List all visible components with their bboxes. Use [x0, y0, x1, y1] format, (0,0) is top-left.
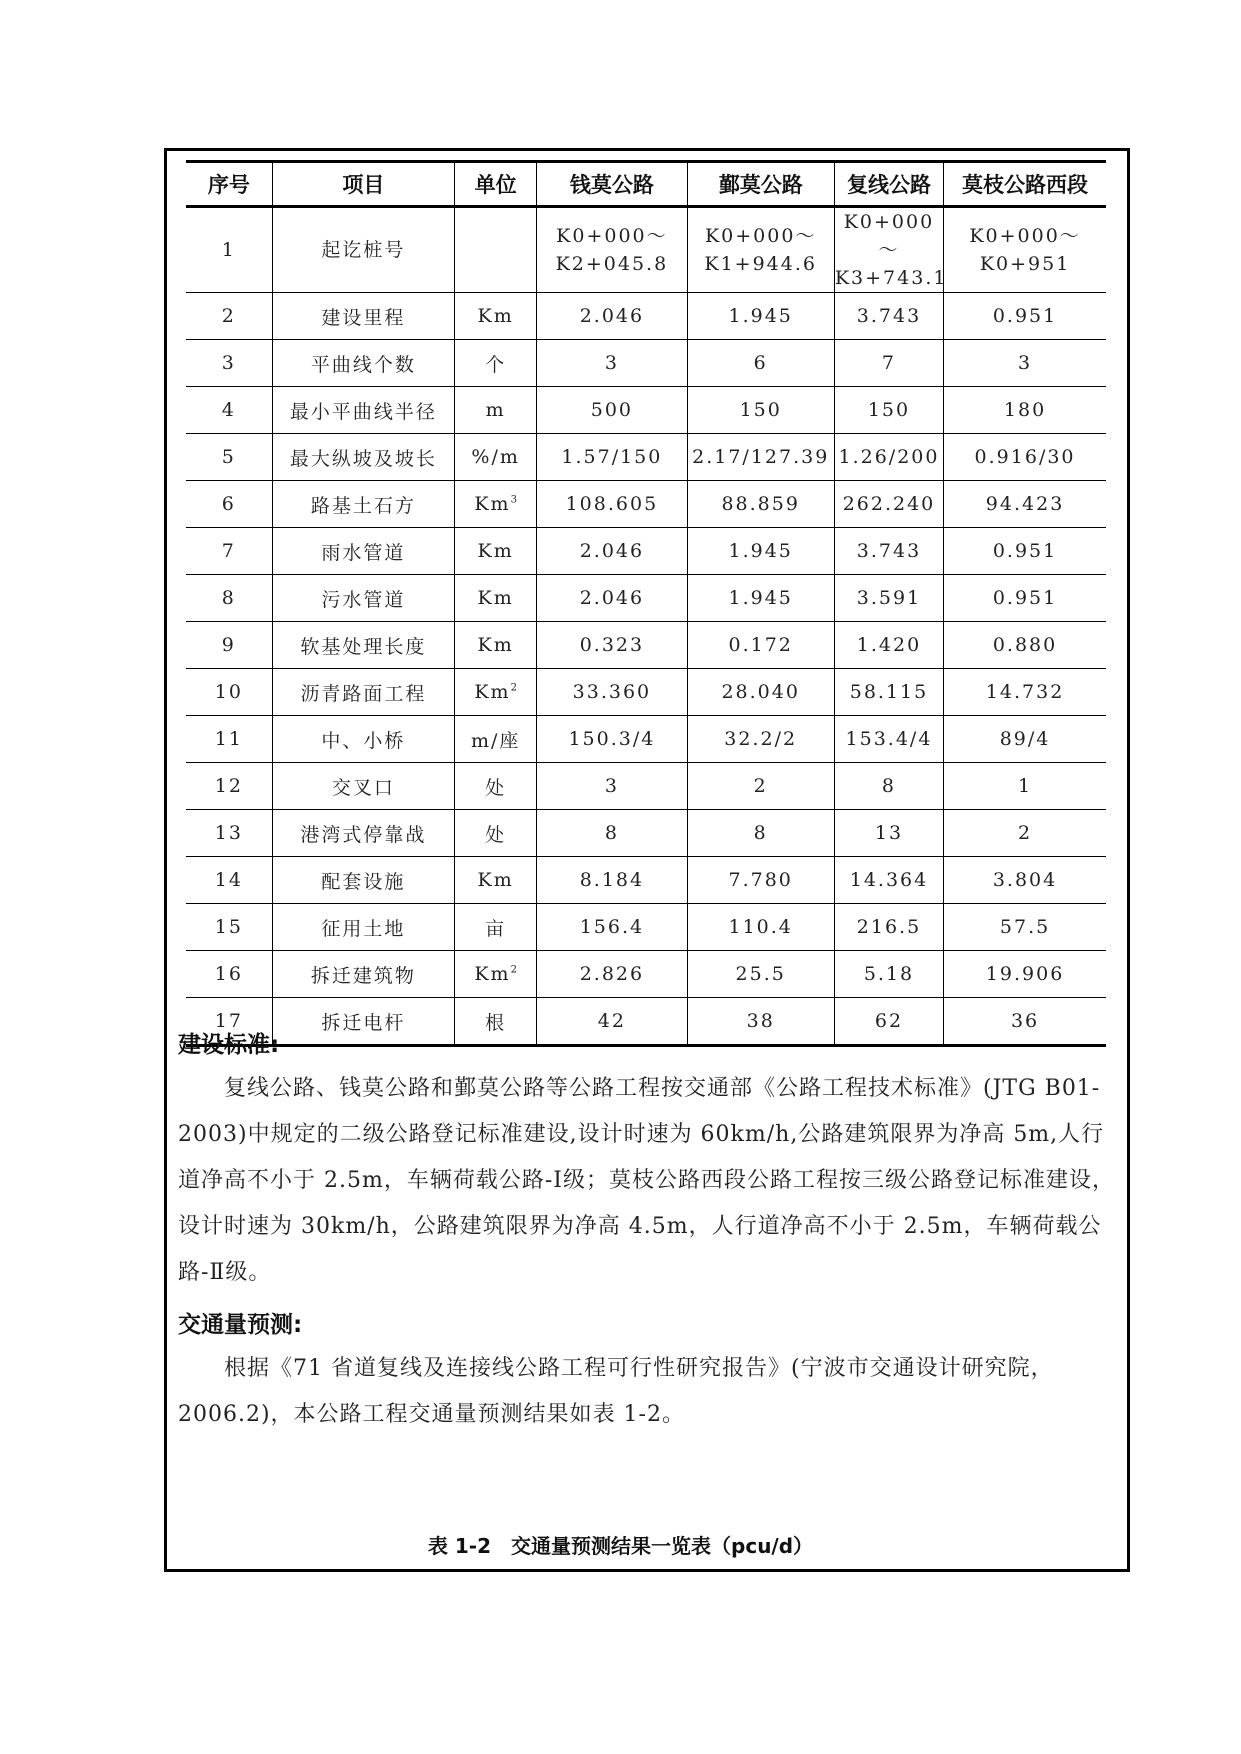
table-cell: K0+000～ K2+045.8 [537, 207, 687, 293]
table-cell: 2 [687, 763, 834, 810]
table-cell: 180 [944, 387, 1106, 434]
table-cell: 58.115 [834, 669, 943, 716]
unit-superscript: 2 [510, 682, 517, 694]
table-cell: 1 [944, 763, 1106, 810]
table-cell: 中、小桥 [272, 716, 454, 763]
table-header-row [186, 162, 1106, 207]
table-cell: 8 [687, 810, 834, 857]
table-cell: 拆迁建筑物 [272, 951, 454, 998]
table-cell: 1.420 [834, 622, 943, 669]
table-cell: 7 [834, 340, 943, 387]
header-cell: 单位 [455, 162, 537, 207]
table-cell: K0+000～ K1+944.6 [687, 207, 834, 293]
table-cell: 1.26/200 [834, 434, 943, 481]
table-cell: 6 [687, 340, 834, 387]
table-cell: 平曲线个数 [272, 340, 454, 387]
table-cell: 7.780 [687, 857, 834, 904]
table-cell: K0+000～ K0+951 [944, 207, 1106, 293]
table-cell: 3.743 [834, 293, 943, 340]
table-cell: m [455, 387, 537, 434]
table-cell: 15 [186, 904, 272, 951]
table-cell: 2.826 [537, 951, 687, 998]
table-cell: 88.859 [687, 481, 834, 528]
table-cell: 2 [944, 810, 1106, 857]
table-cell: 3.591 [834, 575, 943, 622]
table-row [186, 340, 1106, 387]
table-row [186, 998, 1106, 1046]
table-cell: 94.423 [944, 481, 1106, 528]
table-cell: 征用土地 [272, 904, 454, 951]
table-cell: 港湾式停靠战 [272, 810, 454, 857]
table-cell: 软基处理长度 [272, 622, 454, 669]
table-cell: 57.5 [944, 904, 1106, 951]
header-cell: 序号 [186, 162, 272, 207]
table-cell: 25.5 [687, 951, 834, 998]
table-cell: 最小平曲线半径 [272, 387, 454, 434]
table-cell: 14.364 [834, 857, 943, 904]
table-cell: 42 [537, 998, 687, 1046]
table-cell: 36 [944, 998, 1106, 1046]
table-row [186, 763, 1106, 810]
traffic-heading: 交通量预测: [178, 1312, 303, 1338]
table-cell: Km$^3$ [455, 481, 537, 528]
table-cell: 0.951 [944, 575, 1106, 622]
table-cell: 3.743 [834, 528, 943, 575]
table-cell: 起讫桩号 [272, 207, 454, 293]
table-cell: 9 [186, 622, 272, 669]
table-row [186, 622, 1106, 669]
table-cell: 6 [186, 481, 272, 528]
table-cell: 1 [186, 207, 272, 293]
table-cell: 3 [186, 340, 272, 387]
table-cell: 3 [537, 340, 687, 387]
table-cell: 153.4/4 [834, 716, 943, 763]
table-cell: 3 [537, 763, 687, 810]
table-cell [455, 207, 537, 293]
table-cell: 0.880 [944, 622, 1106, 669]
table-cell: 2.046 [537, 575, 687, 622]
table-cell: 1.945 [687, 293, 834, 340]
table-cell: Km [455, 622, 537, 669]
table-cell: 0.951 [944, 293, 1106, 340]
table-cell: 亩 [455, 904, 537, 951]
table-cell: 4 [186, 387, 272, 434]
unit-superscript: 2 [510, 964, 517, 976]
table-cell: 262.240 [834, 481, 943, 528]
table-cell: 14 [186, 857, 272, 904]
table-cell: 1.945 [687, 575, 834, 622]
table-cell: 14.732 [944, 669, 1106, 716]
table-cell: 33.360 [537, 669, 687, 716]
table-cell: 根 [455, 998, 537, 1046]
table-cell: 12 [186, 763, 272, 810]
table-cell: 3 [944, 340, 1106, 387]
table-cell: 建设里程 [272, 293, 454, 340]
table-body [186, 207, 1106, 1046]
table-cell: 2 [186, 293, 272, 340]
table-cell: 28.040 [687, 669, 834, 716]
table-row [186, 528, 1106, 575]
table-cell: 个 [455, 340, 537, 387]
table-cell: 150 [687, 387, 834, 434]
table-cell: 1.57/150 [537, 434, 687, 481]
table-cell: 150.3/4 [537, 716, 687, 763]
table-cell: 17 [186, 998, 272, 1046]
table-row [186, 207, 1106, 293]
standard-heading: 建设标准: [178, 1032, 280, 1058]
table-cell: 156.4 [537, 904, 687, 951]
table-cell: 3.804 [944, 857, 1106, 904]
table-cell: 8 [186, 575, 272, 622]
table-cell: Km$^2$ [455, 669, 537, 716]
table-cell: 2.17/127.39 [687, 434, 834, 481]
header-cell: 钱莫公路 [537, 162, 687, 207]
table-cell: 配套设施 [272, 857, 454, 904]
table-cell: 10 [186, 669, 272, 716]
table-cell: 11 [186, 716, 272, 763]
table-row [186, 857, 1106, 904]
table-row [186, 716, 1106, 763]
table-cell: 216.5 [834, 904, 943, 951]
table-cell: 8 [537, 810, 687, 857]
table-cell: m/座 [455, 716, 537, 763]
table-cell: Km [455, 293, 537, 340]
table-cell: %/m [455, 434, 537, 481]
unit-superscript: 3 [510, 494, 517, 506]
table-cell: 38 [687, 998, 834, 1046]
table-cell: K0+000～ K3+743.1 [834, 207, 943, 293]
table-cell: 拆迁电杆 [272, 998, 454, 1046]
table-row [186, 434, 1106, 481]
table-cell: 13 [186, 810, 272, 857]
table-row [186, 951, 1106, 998]
table-cell: 19.906 [944, 951, 1106, 998]
table-cell: 2.046 [537, 528, 687, 575]
table-cell: 5.18 [834, 951, 943, 998]
table-cell: Km [455, 575, 537, 622]
table-caption: 表 1-2 交通量预测结果一览表（pcu/d） [427, 1534, 814, 1558]
table-cell: 处 [455, 810, 537, 857]
table-cell: 16 [186, 951, 272, 998]
header-cell: 鄞莫公路 [687, 162, 834, 207]
table-cell: 1.945 [687, 528, 834, 575]
header-cell: 莫枝公路西段 [944, 162, 1106, 207]
table-row [186, 575, 1106, 622]
table-cell: 150 [834, 387, 943, 434]
table-row [186, 669, 1106, 716]
table-cell: 32.2/2 [687, 716, 834, 763]
table-cell: 污水管道 [272, 575, 454, 622]
table-cell: Km [455, 857, 537, 904]
table-cell: 0.951 [944, 528, 1106, 575]
table-row [186, 810, 1106, 857]
traffic-paragraph: 根据《71 省道复线及连接线公路工程可行性研究报告》(宁波市交通设计研究院，2006.2)，本公路工程交通量预测结果如表 1-2。 [178, 1356, 1054, 1427]
table-cell: 0.172 [687, 622, 834, 669]
table-cell: 108.605 [537, 481, 687, 528]
table-cell: Km$^2$ [455, 951, 537, 998]
header-cell: 项目 [272, 162, 454, 207]
table-row [186, 481, 1106, 528]
table-cell: 0.323 [537, 622, 687, 669]
table-cell: 13 [834, 810, 943, 857]
table-cell: 5 [186, 434, 272, 481]
table-cell: 7 [186, 528, 272, 575]
table-cell: 500 [537, 387, 687, 434]
table-cell: 交叉口 [272, 763, 454, 810]
table-cell: 沥青路面工程 [272, 669, 454, 716]
table-row [186, 904, 1106, 951]
table-cell: Km [455, 528, 537, 575]
project-spec-table [186, 160, 1106, 1047]
table-cell: 2.046 [537, 293, 687, 340]
table-cell: 89/4 [944, 716, 1106, 763]
table-cell: 处 [455, 763, 537, 810]
table-cell: 110.4 [687, 904, 834, 951]
table-cell: 0.916/30 [944, 434, 1106, 481]
table-cell: 最大纵坡及坡长 [272, 434, 454, 481]
table-cell: 雨水管道 [272, 528, 454, 575]
table-cell: 路基土石方 [272, 481, 454, 528]
standard-paragraph: 复线公路、钱莫公路和鄞莫公路等公路工程按交通部《公路工程技术标准》(JTG B01-2003)中规定的二级公路登记标准建设,设计时速为 60km/h,公路建筑限界为净高 5m,人行道净高不小于 2.5m，车辆荷载公路-Ⅰ级；莫枝公路西段公路工程按三级公路登记标准建设，设计时速为 30km/h，公路建筑限界为净高 4.5m，人行道净高不小于 2.5m，车辆荷载公路-Ⅱ级。 [178, 1076, 1115, 1285]
table-row [186, 293, 1106, 340]
header-cell: 复线公路 [834, 162, 943, 207]
table-cell: 8.184 [537, 857, 687, 904]
table-cell: 8 [834, 763, 943, 810]
table-row [186, 387, 1106, 434]
table-cell: 62 [834, 998, 943, 1046]
